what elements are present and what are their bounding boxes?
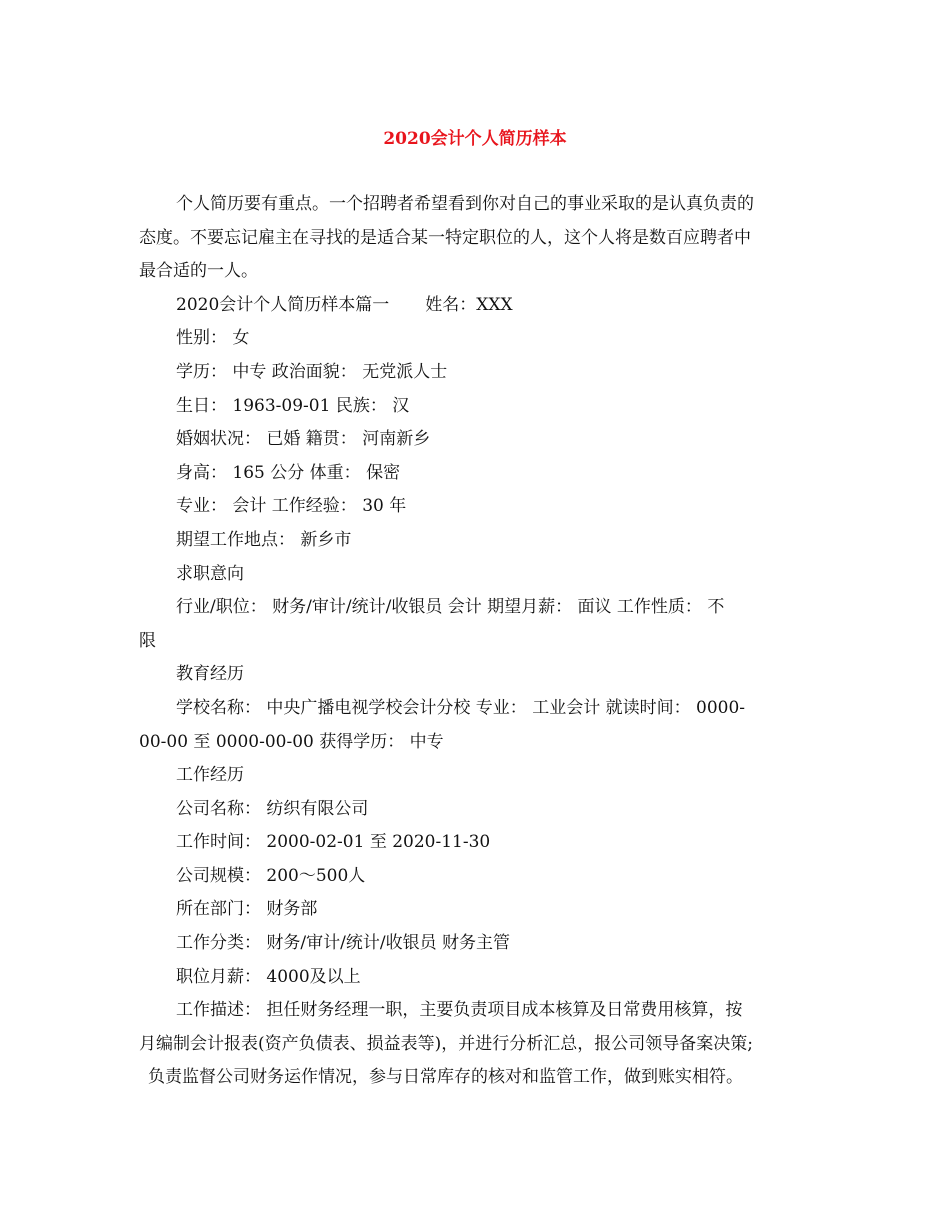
paragraph-line: 最合适的一人。 bbox=[139, 261, 258, 282]
gender-field: 性别： 女 bbox=[176, 328, 250, 349]
job-intention-line: 行业/职位： 财务/审计/统计/收银员 会计 期望月薪： 面议 工作性质： 不 bbox=[176, 597, 725, 618]
paragraph-line: 个人简历要有重点。一个招聘者希望看到你对自己的事业采取的是认真负责的 bbox=[176, 194, 754, 214]
document-title: 2020会计个人简历样本 bbox=[383, 129, 567, 149]
location-field: 期望工作地点： 新乡市 bbox=[176, 529, 352, 550]
paragraph-line: 态度。不要忘记雇主在寻找的是适合某一特定职位的人，这个人将是数百应聘者中 bbox=[139, 227, 751, 248]
section-heading-education: 教育经历 bbox=[176, 664, 244, 685]
height-weight-field: 身高： 165 公分 体重： 保密 bbox=[176, 462, 401, 483]
section-heading-work: 工作经历 bbox=[176, 765, 244, 786]
resume-heading: 2020会计个人简历样本篇一 bbox=[176, 294, 390, 315]
name-field: 姓名：XXX bbox=[425, 294, 513, 315]
education-line: 学校名称： 中央广播电视学校会计分校 专业： 工业会计 就读时间： 0000- bbox=[176, 697, 746, 718]
company-size-field: 公司规模： 200～500人 bbox=[176, 865, 366, 886]
birthday-ethnicity-field: 生日： 1963-09-01 民族： 汉 bbox=[176, 395, 410, 416]
job-category-field: 工作分类： 财务/审计/统计/收银员 财务主管 bbox=[176, 933, 510, 954]
work-period-field: 工作时间： 2000-02-01 至 2020-11-30 bbox=[176, 832, 491, 853]
job-description-line: 月编制会计报表(资产负债表、损益表等)，并进行分析汇总，报公司领导备案决策; bbox=[139, 1033, 753, 1054]
document-body bbox=[139, 188, 815, 1095]
section-heading-job-intention: 求职意向 bbox=[176, 563, 244, 584]
department-field: 所在部门： 财务部 bbox=[176, 899, 318, 920]
job-description-line: 工作描述： 担任财务经理一职，主要负责项目成本核算及日常费用核算，按 bbox=[176, 1000, 743, 1021]
education-line: 00-00 至 0000-00-00 获得学历： 中专 bbox=[139, 731, 444, 752]
job-description-line: 负责监督公司财务运作情况，参与日常库存的核对和监管工作，做到账实相符。 bbox=[148, 1067, 743, 1088]
job-intention-line: 限 bbox=[139, 630, 156, 651]
major-experience-field: 专业： 会计 工作经验： 30 年 bbox=[176, 496, 407, 517]
education-politics-field: 学历： 中专 政治面貌： 无党派人士 bbox=[176, 361, 448, 382]
resume-heading-line bbox=[139, 289, 815, 323]
marital-origin-field: 婚姻状况： 已婚 籍贯： 河南新乡 bbox=[176, 429, 431, 450]
company-name-field: 公司名称： 纺织有限公司 bbox=[176, 798, 369, 819]
salary-field: 职位月薪： 4000及以上 bbox=[176, 966, 361, 987]
